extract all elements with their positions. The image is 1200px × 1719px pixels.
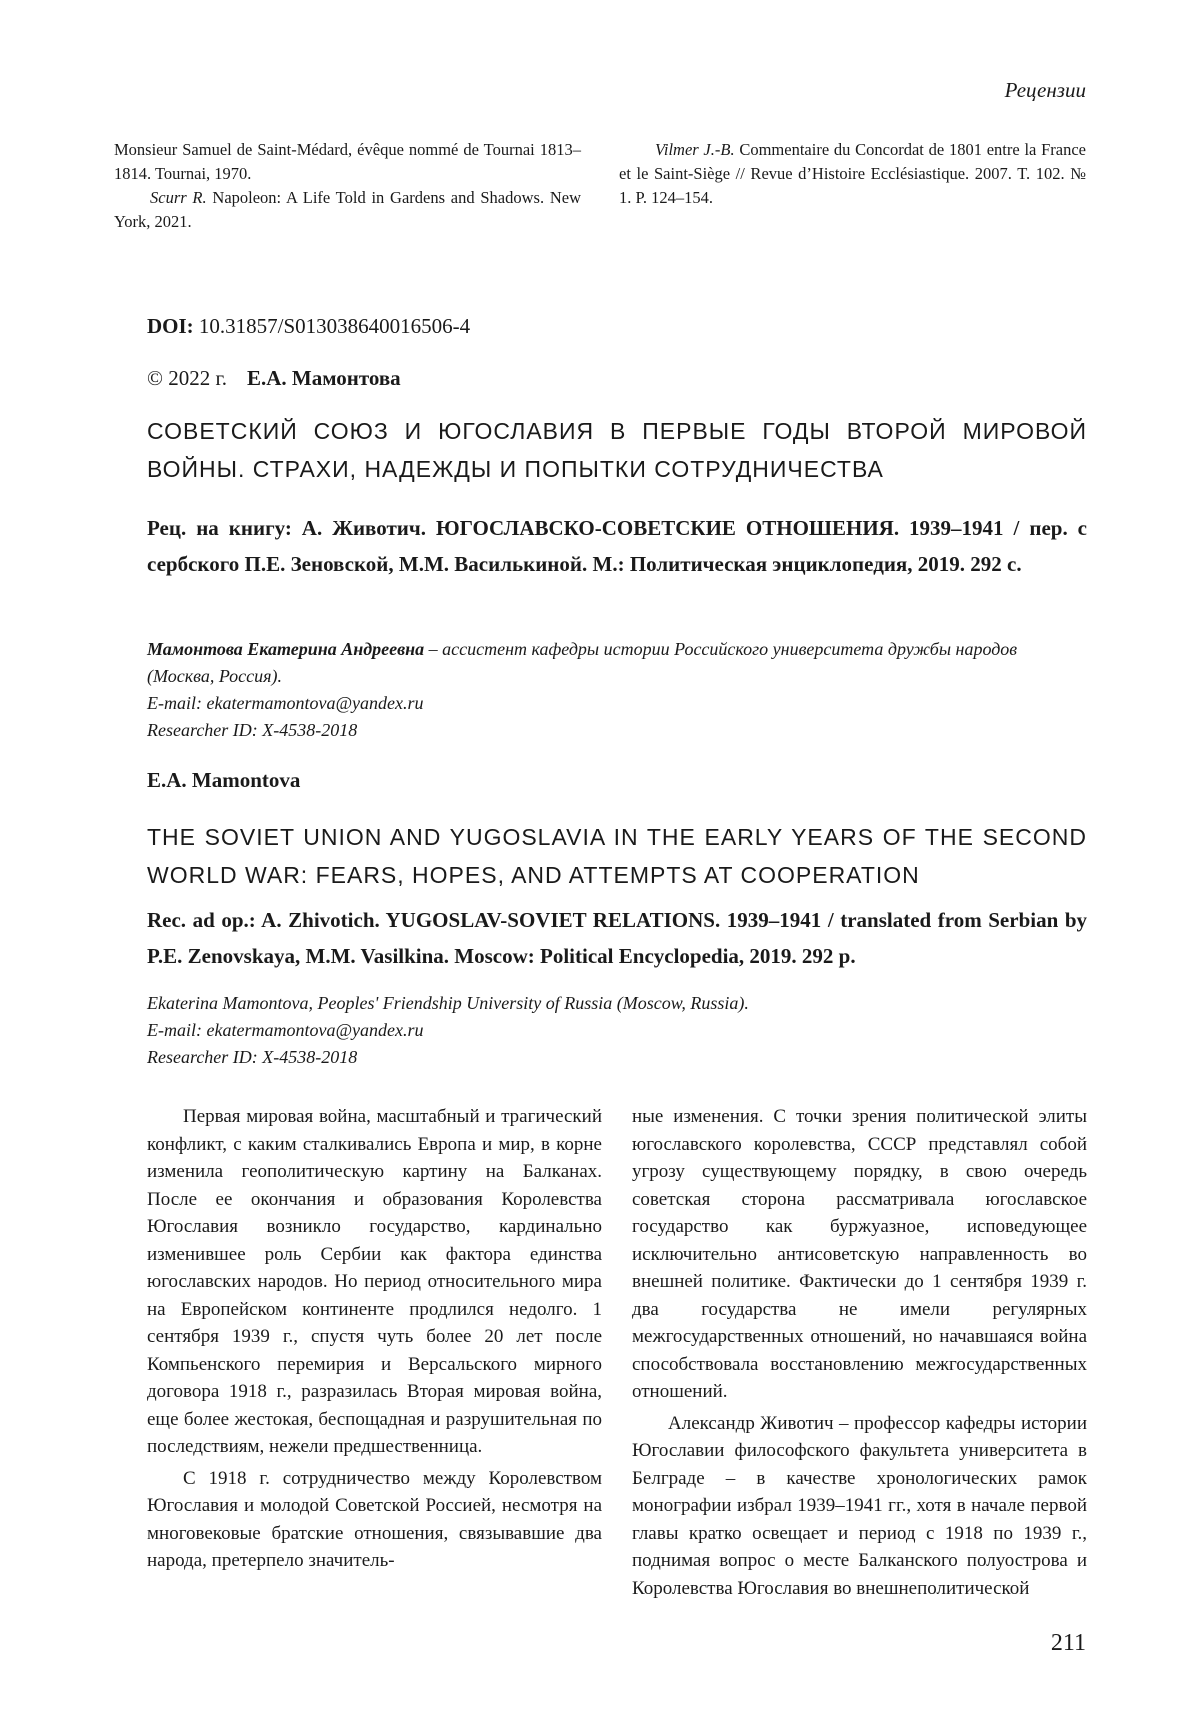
references-left-column bbox=[114, 138, 581, 234]
copyright-year: © 2022 г. bbox=[147, 366, 227, 390]
reference-item: Vilmer J.-B. Commentaire du Concordat de 1801 entre la France et le Saint-Siège // Revue d’Histoire Ecclésiastique. 2007. T. 102. № 1. P. 124–154. bbox=[619, 138, 1086, 210]
author-email-en: E-mail: ekatermamontova@yandex.ru bbox=[147, 1017, 1087, 1044]
body-right-column bbox=[632, 1103, 1087, 1606]
author-info-ru bbox=[147, 636, 1087, 744]
body-left-column bbox=[147, 1103, 602, 1606]
doi-line bbox=[147, 314, 470, 339]
review-reference-ru: Рец. на книгу: А. Животич. ЮГОСЛАВСКО-СОВЕТСКИЕ ОТНОШЕНИЯ. 1939–1941 / пер. с сербского П.Е. Зеновской, М.М. Василькиной. М.: Политическая энциклопедия, 2019. 292 с. bbox=[147, 510, 1087, 582]
author-name: Е.А. Мамонтова bbox=[247, 366, 401, 390]
body-paragraph: С 1918 г. сотрудничество между Королевством Югославия и молодой Советской Россией, несмотря на многовековые братские отношения, связывавшие два народа, претерпело значитель- bbox=[147, 1465, 602, 1575]
article-title-en: THE SOVIET UNION AND YUGOSLAVIA IN THE EARLY YEARS OF THE SECOND WORLD WAR: FEARS, HOPES, AND ATTEMPTS AT COOPERATION bbox=[147, 818, 1087, 894]
review-reference-en: Rec. ad op.: A. Zhivotich. YUGOSLAV-SOVIET RELATIONS. 1939–1941 / translated from Serbian by P.E. Zenovskaya, M.M. Vasilkina. Moscow: Political Encyclopedia, 2019. 292 p. bbox=[147, 902, 1087, 974]
article-title-ru: СОВЕТСКИЙ СОЮЗ И ЮГОСЛАВИЯ В ПЕРВЫЕ ГОДЫ ВТОРОЙ МИРОВОЙ ВОЙНЫ. СТРАХИ, НАДЕЖДЫ И ПОПЫТКИ СОТРУДНИЧЕСТВА bbox=[147, 412, 1087, 488]
author-name-en: E.A. Mamontova bbox=[147, 768, 300, 793]
article-body bbox=[147, 1103, 1087, 1606]
reference-item: Monsieur Samuel de Saint-Médard, évêque nommé de Tournai 1813–1814. Tournai, 1970. bbox=[114, 138, 581, 186]
page-number: 211 bbox=[1051, 1630, 1086, 1657]
author-info-en bbox=[147, 990, 1087, 1071]
body-paragraph: Первая мировая война, масштабный и трагический конфликт, с каким сталкивались Европа и мир, в корне изменила геополитическую картину на Балканах. После ее окончания и образования Королевства Югославия возникло государство, кардинально изменившее роль Сербии как фактора единства югославских народов. Но период относительного мира на Европейском континенте продлился недолго. 1 сентября 1939 г., спустя чуть более 20 лет после Компьенского перемирия и Версальского мирного договора 1918 г., разразилась Вторая мировая война, еще более жестокая, беспощадная и разрушительная по последствиям, нежели предшественница. bbox=[147, 1103, 602, 1461]
author-position-ru: – ассистент кафедры истории Российского университета дружбы народов (Москва, Россия). bbox=[147, 639, 1017, 686]
section-header: Рецензии bbox=[1005, 78, 1086, 103]
body-paragraph: Александр Животич – профессор кафедры истории Югославии философского факультета университета в Белграде – в качестве хронологических рамок монографии избрал 1939–1941 гг., хотя в начале первой главы кратко освещает и период с 1918 по 1939 г., поднимая вопрос о месте Балканского полуострова и Королевства Югославия во внешнеполитической bbox=[632, 1410, 1087, 1603]
references-block bbox=[114, 138, 1086, 234]
byline bbox=[147, 366, 401, 391]
doi-value: 10.31857/S013038640016506-4 bbox=[199, 314, 470, 338]
reference-item: Scurr R. Napoleon: A Life Told in Gardens and Shadows. New York, 2021. bbox=[114, 186, 581, 234]
references-right-column bbox=[619, 138, 1086, 234]
author-affiliation-en: Ekaterina Mamontova, Peoples' Friendship University of Russia (Moscow, Russia). bbox=[147, 990, 1087, 1017]
doi-label: DOI: bbox=[147, 314, 194, 338]
document-page bbox=[0, 0, 1200, 1719]
author-researcher-id-en: Researcher ID: X-4538-2018 bbox=[147, 1044, 1087, 1071]
author-full-name-ru: Мамонтова Екатерина Андреевна bbox=[147, 639, 424, 659]
body-paragraph: ные изменения. С точки зрения политической элиты югославского королевства, СССР представлял собой угрозу существующему порядку, в свою очередь советская сторона рассматривала югославское государство как буржуазное, исповедующее исключительно антисоветскую направленность во внешней политике. Фактически до 1 сентября 1939 г. два государства не имели регулярных межгосударственных отношений, но начавшаяся война способствовала восстановлению межгосударственных отношений. bbox=[632, 1103, 1087, 1406]
author-email-ru: E-mail: ekatermamontova@yandex.ru bbox=[147, 690, 1087, 717]
author-researcher-id-ru: Researcher ID: X-4538-2018 bbox=[147, 717, 1087, 744]
